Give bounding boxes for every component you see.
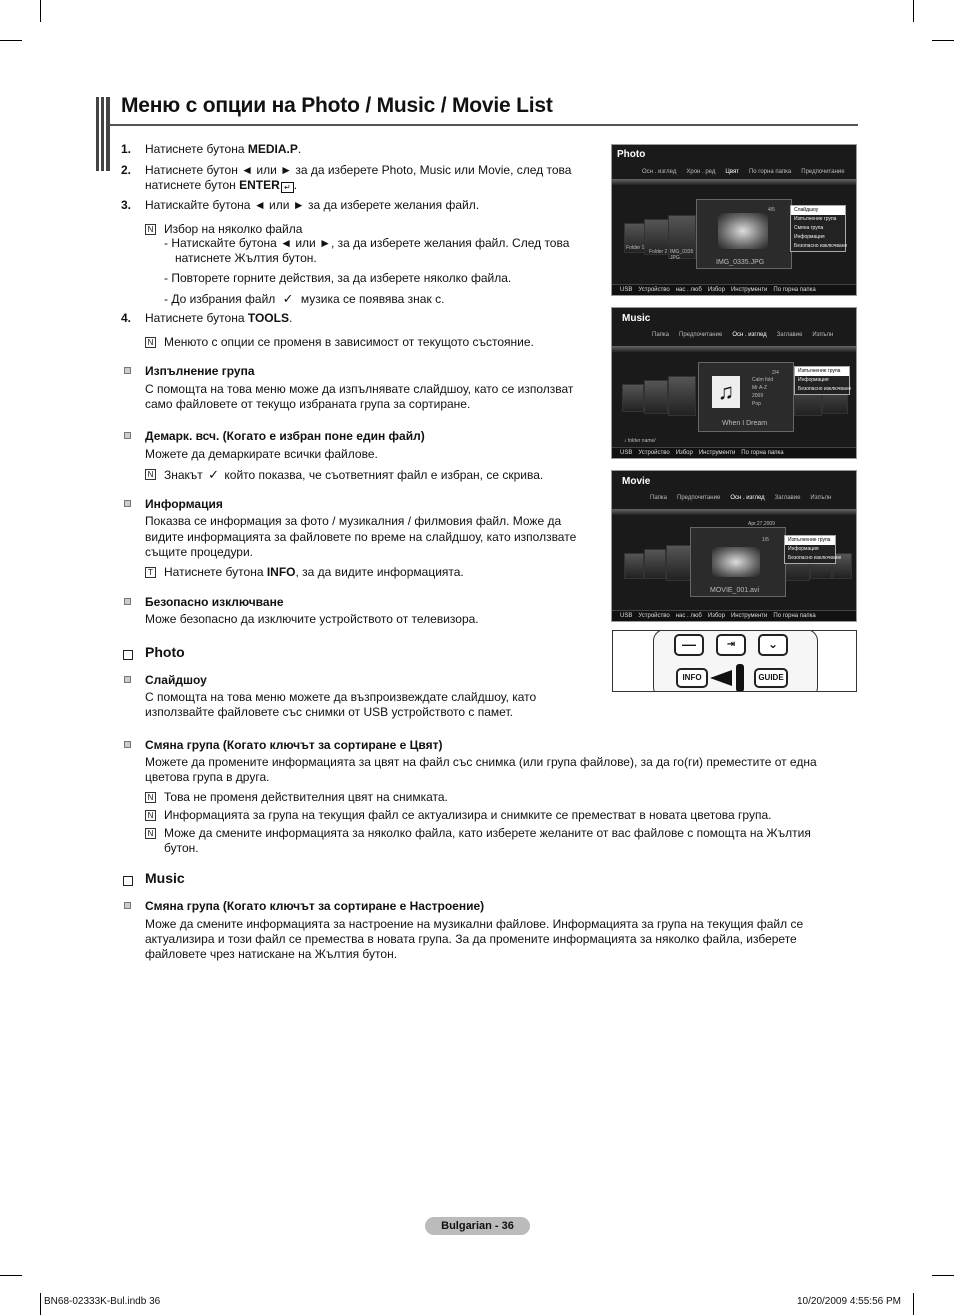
note-icon: N [145, 224, 156, 235]
preview-image [712, 547, 760, 577]
section-checkbox-icon [123, 876, 133, 886]
note-icon: N [145, 469, 156, 480]
item-title: Смяна група (Когато ключът за сортиране е Настроение) [145, 899, 485, 913]
item-title: Демарк. всч. (Когато е избран поне един файл) [145, 429, 425, 443]
screen-label: Movie [622, 476, 651, 487]
bullet-icon [124, 367, 131, 374]
item-text: файловете чрез натискане на Жълтия бутон. [145, 947, 398, 961]
screen-tabs: Папка Предпочитание Осн . изглед Заглавие Изпълн [650, 495, 832, 501]
item-title: Слайдшоу [145, 673, 207, 687]
multi-select-desc: - Повторете горните действия, за да изберете няколко файла. [164, 271, 512, 285]
item-title: Информация [145, 497, 223, 511]
tools-menu: Изпълнение група Информация Безопасно изключване [784, 535, 836, 564]
chevron-down-icon: ⌄ [758, 634, 788, 656]
item-note: Натиснете бутона INFO, за да видите информацията. [164, 565, 464, 579]
step-2-line1: Натиснете бутон ◄ или ► за да изберете Photo, Music или Movie, след това [145, 163, 572, 177]
item-title: Безопасно изключване [145, 595, 284, 609]
remote-illustration [612, 630, 857, 692]
crop-mark [913, 0, 914, 22]
item-note: Може да смените информацията за няколко файла, като изберете желаните от вас файлове с помощта на Жълтия [164, 826, 811, 840]
note-icon: N [145, 828, 156, 839]
info-button: INFO [676, 668, 708, 688]
crop-mark [0, 1275, 22, 1276]
item-text: същите процедури. [145, 545, 254, 559]
page-number-badge: Bulgarian - 36 [425, 1217, 530, 1235]
bullet-icon [124, 598, 131, 605]
print-date: 10/20/2009 4:55:56 PM [797, 1296, 901, 1307]
tools-menu: Слайдшоу Изпълнение група Смяна група Информация Безопасно изключване [790, 205, 846, 252]
enter-icon: ↵ [281, 182, 294, 193]
screen-status-bar: USB Устройство Избор Инструменти По горна папка [612, 447, 856, 458]
file-name: MOVIE_001.avi [710, 587, 760, 594]
item-text: Показва се информация за фото / музикалния / филмовия файл. Може да [145, 514, 562, 528]
screen-status-bar: USB Устройство нас . люб Избор Инструменти По горна папка [612, 284, 856, 295]
item-text: Можете да промените информацията за цвят на файл със снимка (или група файлове), за да го(ги) преместите от една [145, 755, 817, 769]
bullet-icon [124, 676, 131, 683]
bullet-icon [124, 500, 131, 507]
item-note: Информацията за група на текущия файл се актуализира и снимките се преместват в новата цветова група. [164, 808, 772, 822]
center-button-icon [736, 664, 744, 692]
thumbnail-label: IMG_0335 JPG [670, 249, 694, 261]
screen-tabs: Папка Предпочитание Осн . изглед Заглавие Изпълн [652, 332, 834, 338]
crop-mark [0, 40, 22, 41]
timeline-band [612, 179, 856, 185]
tools-note: Менюто с опции се променя в зависимост от текущото състояние. [164, 335, 534, 349]
thumbnail [644, 549, 666, 579]
item-text: С помощта на това меню можете да възпроизвеждате слайдшоу, като [145, 690, 537, 704]
file-counter: 2/4 [772, 370, 779, 376]
music-list-screenshot [611, 307, 857, 459]
file-counter: 1/5 [762, 537, 769, 543]
step-1: Натиснете бутона MEDIA.P. [145, 142, 302, 156]
step-number: 1. [121, 142, 132, 156]
pointer-arrow-icon [710, 670, 732, 686]
item-text: цветова група в друга. [145, 770, 270, 784]
step-number: 3. [121, 198, 132, 212]
screen-tabs: Осн . изглед Хрон . ред Цвят По горна папка Предпочитание [642, 169, 845, 175]
screen-label: Photo [617, 149, 646, 160]
item-title: Смяна група (Когато ключът за сортиране е Цвят) [145, 738, 443, 752]
item-note: бутон. [164, 841, 199, 855]
multi-select-desc: натиснете Жълтия бутон. [175, 251, 317, 265]
thumbnail-label: Folder 1 [626, 245, 645, 251]
crop-mark [913, 1293, 914, 1315]
folder-name: ♪ folder name/ [624, 438, 656, 444]
step-2-line2: натиснете бутон ENTER ↵ . [145, 178, 298, 192]
page-title: Меню с опции на Photo / Music / Movie List [121, 94, 553, 117]
thumbnail [644, 380, 668, 414]
note-icon: N [145, 792, 156, 803]
item-text: Може да смените информацията за настроение на музикални файлове. Информацията за група на текущия файл се [145, 917, 804, 931]
movie-list-screenshot [611, 470, 857, 622]
thumbnail [666, 545, 692, 581]
note-icon: N [145, 810, 156, 821]
crop-mark [932, 40, 954, 41]
thumbnail-label: Folder 2 [649, 249, 668, 255]
item-text: Може безопасно да изключите устройството от телевизора. [145, 612, 479, 626]
thumbnail [624, 553, 644, 579]
timeline-band [612, 346, 856, 352]
file-name: IMG_0335.JPG [716, 259, 765, 266]
note-icon: N [145, 337, 156, 348]
photo-list-screenshot [611, 144, 857, 296]
step-number: 4. [121, 311, 132, 325]
bullet-icon [124, 902, 131, 909]
thumbnail [668, 376, 696, 416]
crop-mark [932, 1275, 954, 1276]
multi-select-desc: - До избрания файл ✓ музика се появява знак c. [164, 291, 445, 306]
music-note-icon: ♫ [712, 376, 740, 408]
item-title: Изпълнение група [145, 364, 255, 378]
bullet-icon [124, 432, 131, 439]
header-decoration [96, 97, 110, 171]
tools-menu: Изпълнение група Информация Безопасно изключване [794, 366, 850, 395]
remote-body [653, 630, 818, 692]
step-4: Натиснете бутона TOOLS. [145, 311, 293, 325]
step-number: 2. [121, 163, 132, 177]
track-info: Calm fold Mr A-Z 2009 Pop [752, 377, 774, 407]
item-note: Знакът ✓ който показва, че съответният файл е избран, се скрива. [164, 467, 544, 482]
print-file-info: BN68-02333K-Bul.indb 36 [44, 1296, 161, 1307]
file-name: When I Dream [722, 420, 768, 427]
tip-icon: T [145, 567, 156, 578]
crop-mark [40, 0, 41, 22]
minus-button-icon: — [674, 634, 704, 656]
guide-button: GUIDE [754, 668, 788, 688]
section-heading-music: Music [145, 870, 185, 886]
item-note: Това не променя действителния цвят на снимката. [164, 790, 448, 804]
item-text: Можете да демаркирате всички файлове. [145, 447, 378, 461]
section-heading-photo: Photo [145, 644, 185, 660]
screen-label: Music [622, 313, 651, 324]
bullet-icon [124, 741, 131, 748]
crop-mark [40, 1293, 41, 1315]
item-text: С помощта на това меню може да изпълнявате слайдшоу, като се използват [145, 382, 574, 396]
source-button-icon: ⇥ [716, 634, 746, 656]
checkmark-icon: ✓ [282, 291, 294, 306]
multi-select-title: Избор на няколко файла [164, 222, 303, 236]
timeline-band [612, 509, 856, 515]
thumbnail [622, 384, 644, 412]
checkmark-icon: ✓ [208, 467, 220, 482]
item-text: само файловете от текущо избраната група за сортиране. [145, 397, 471, 411]
file-counter: 4/5 [768, 207, 775, 213]
item-text: използвайте файловете със снимки от USB устройството с памет. [145, 705, 513, 719]
section-checkbox-icon [123, 650, 133, 660]
item-text: актуализира и този файл се премества в новата група. За да промените информацията за няколко файла, изберете [145, 932, 797, 946]
file-date: Apr.27,2009 [748, 521, 775, 527]
item-text: видите информацията за файловете по време на слайдшоу, като използвате [145, 530, 577, 544]
screen-status-bar: USB Устройство нас . люб Избор Инструменти По горна папка [612, 610, 856, 621]
title-rule [110, 124, 858, 126]
preview-image [718, 213, 768, 249]
step-3: Натискайте бутона ◄ или ► за да изберете желания файл. [145, 198, 480, 212]
multi-select-desc: - Натискайте бутона ◄ или ►, за да изберете желания файл. След това [164, 236, 570, 250]
